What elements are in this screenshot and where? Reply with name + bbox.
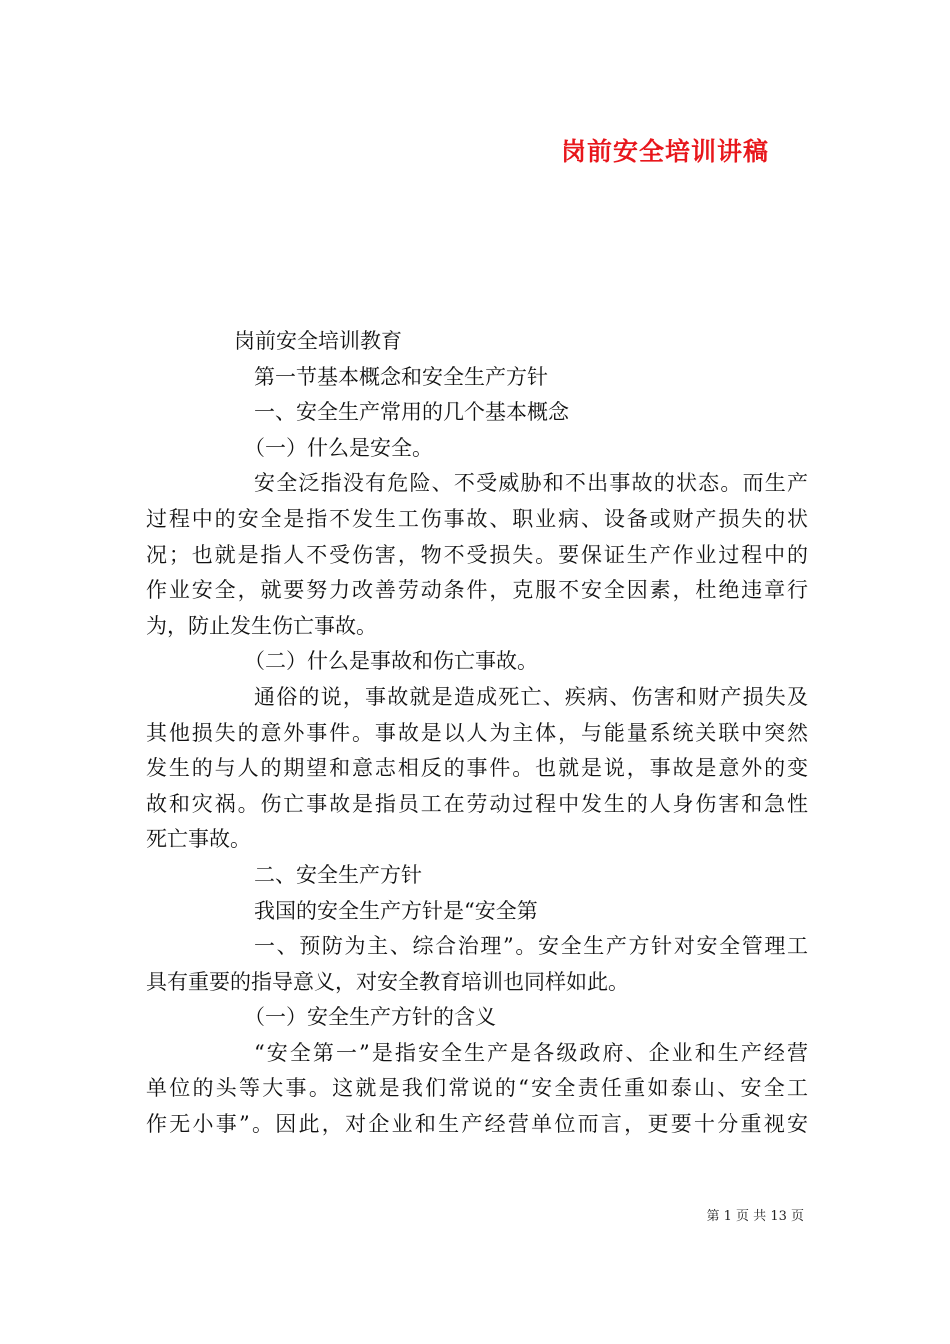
paragraph-line: 单位的头等大事。这就是我们常说的“安全责任重如泰山、安全工 — [146, 1076, 808, 1101]
paragraph-line: 过程中的安全是指不发生工伤事故、职业病、设备或财产损失的状 — [146, 506, 808, 531]
subsection-heading: 二、安全生产方针 — [254, 862, 422, 887]
document-body — [146, 324, 808, 1143]
paragraph-line: 我国的安全生产方针是“安全第 — [254, 898, 538, 923]
item-heading: （一）安全生产方针的含义 — [244, 1005, 496, 1030]
heading-line: 岗前安全培训教育 — [234, 329, 402, 353]
page-number: 第 1 页 共 13 页 — [706, 1209, 804, 1224]
paragraph-line: 通俗的说，事故就是造成死亡、疾病、伤害和财产损失及 — [254, 684, 808, 709]
paragraph-line: 为，防止发生伤亡事故。 — [146, 613, 377, 638]
item-heading: （一）什么是安全。 — [244, 435, 433, 460]
paragraph-line: 作无小事”。因此，对企业和生产经营单位而言，更要十分重视安 — [146, 1112, 808, 1137]
paragraph-line: 安全泛指没有危险、不受威胁和不出事故的状态。而生产 — [254, 471, 808, 496]
subsection-heading: 一、安全生产常用的几个基本概念 — [254, 400, 569, 425]
paragraph-line: 一、预防为主、综合治理”。安全生产方针对安全管理工 — [254, 934, 808, 959]
item-heading: （二）什么是事故和伤亡事故。 — [244, 649, 538, 674]
paragraph-line: 具有重要的指导意义，对安全教育培训也同样如此。 — [146, 969, 629, 994]
paragraph-line: 作业安全，就要努力改善劳动条件，克服不安全因素，杜绝违章行 — [146, 578, 808, 603]
section-heading: 第一节基本概念和安全生产方针 — [254, 364, 548, 389]
paragraph-line: 其他损失的意外事件。事故是以人为主体，与能量系统关联中突然 — [146, 720, 808, 745]
paragraph-line: 死亡事故。 — [146, 827, 251, 852]
document-title: 岗前安全培训讲稿 — [560, 137, 769, 166]
paragraph-line: 况；也就是指人不受伤害，物不受损失。要保证生产作业过程中的 — [146, 542, 808, 567]
paragraph-line: 故和灾祸。伤亡事故是指员工在劳动过程中发生的人身伤害和急性 — [146, 791, 808, 816]
paragraph-line: “安全第一”是指安全生产是各级政府、企业和生产经营 — [254, 1040, 808, 1065]
paragraph-line: 发生的与人的期望和意志相反的事件。也就是说，事故是意外的变 — [146, 756, 808, 781]
